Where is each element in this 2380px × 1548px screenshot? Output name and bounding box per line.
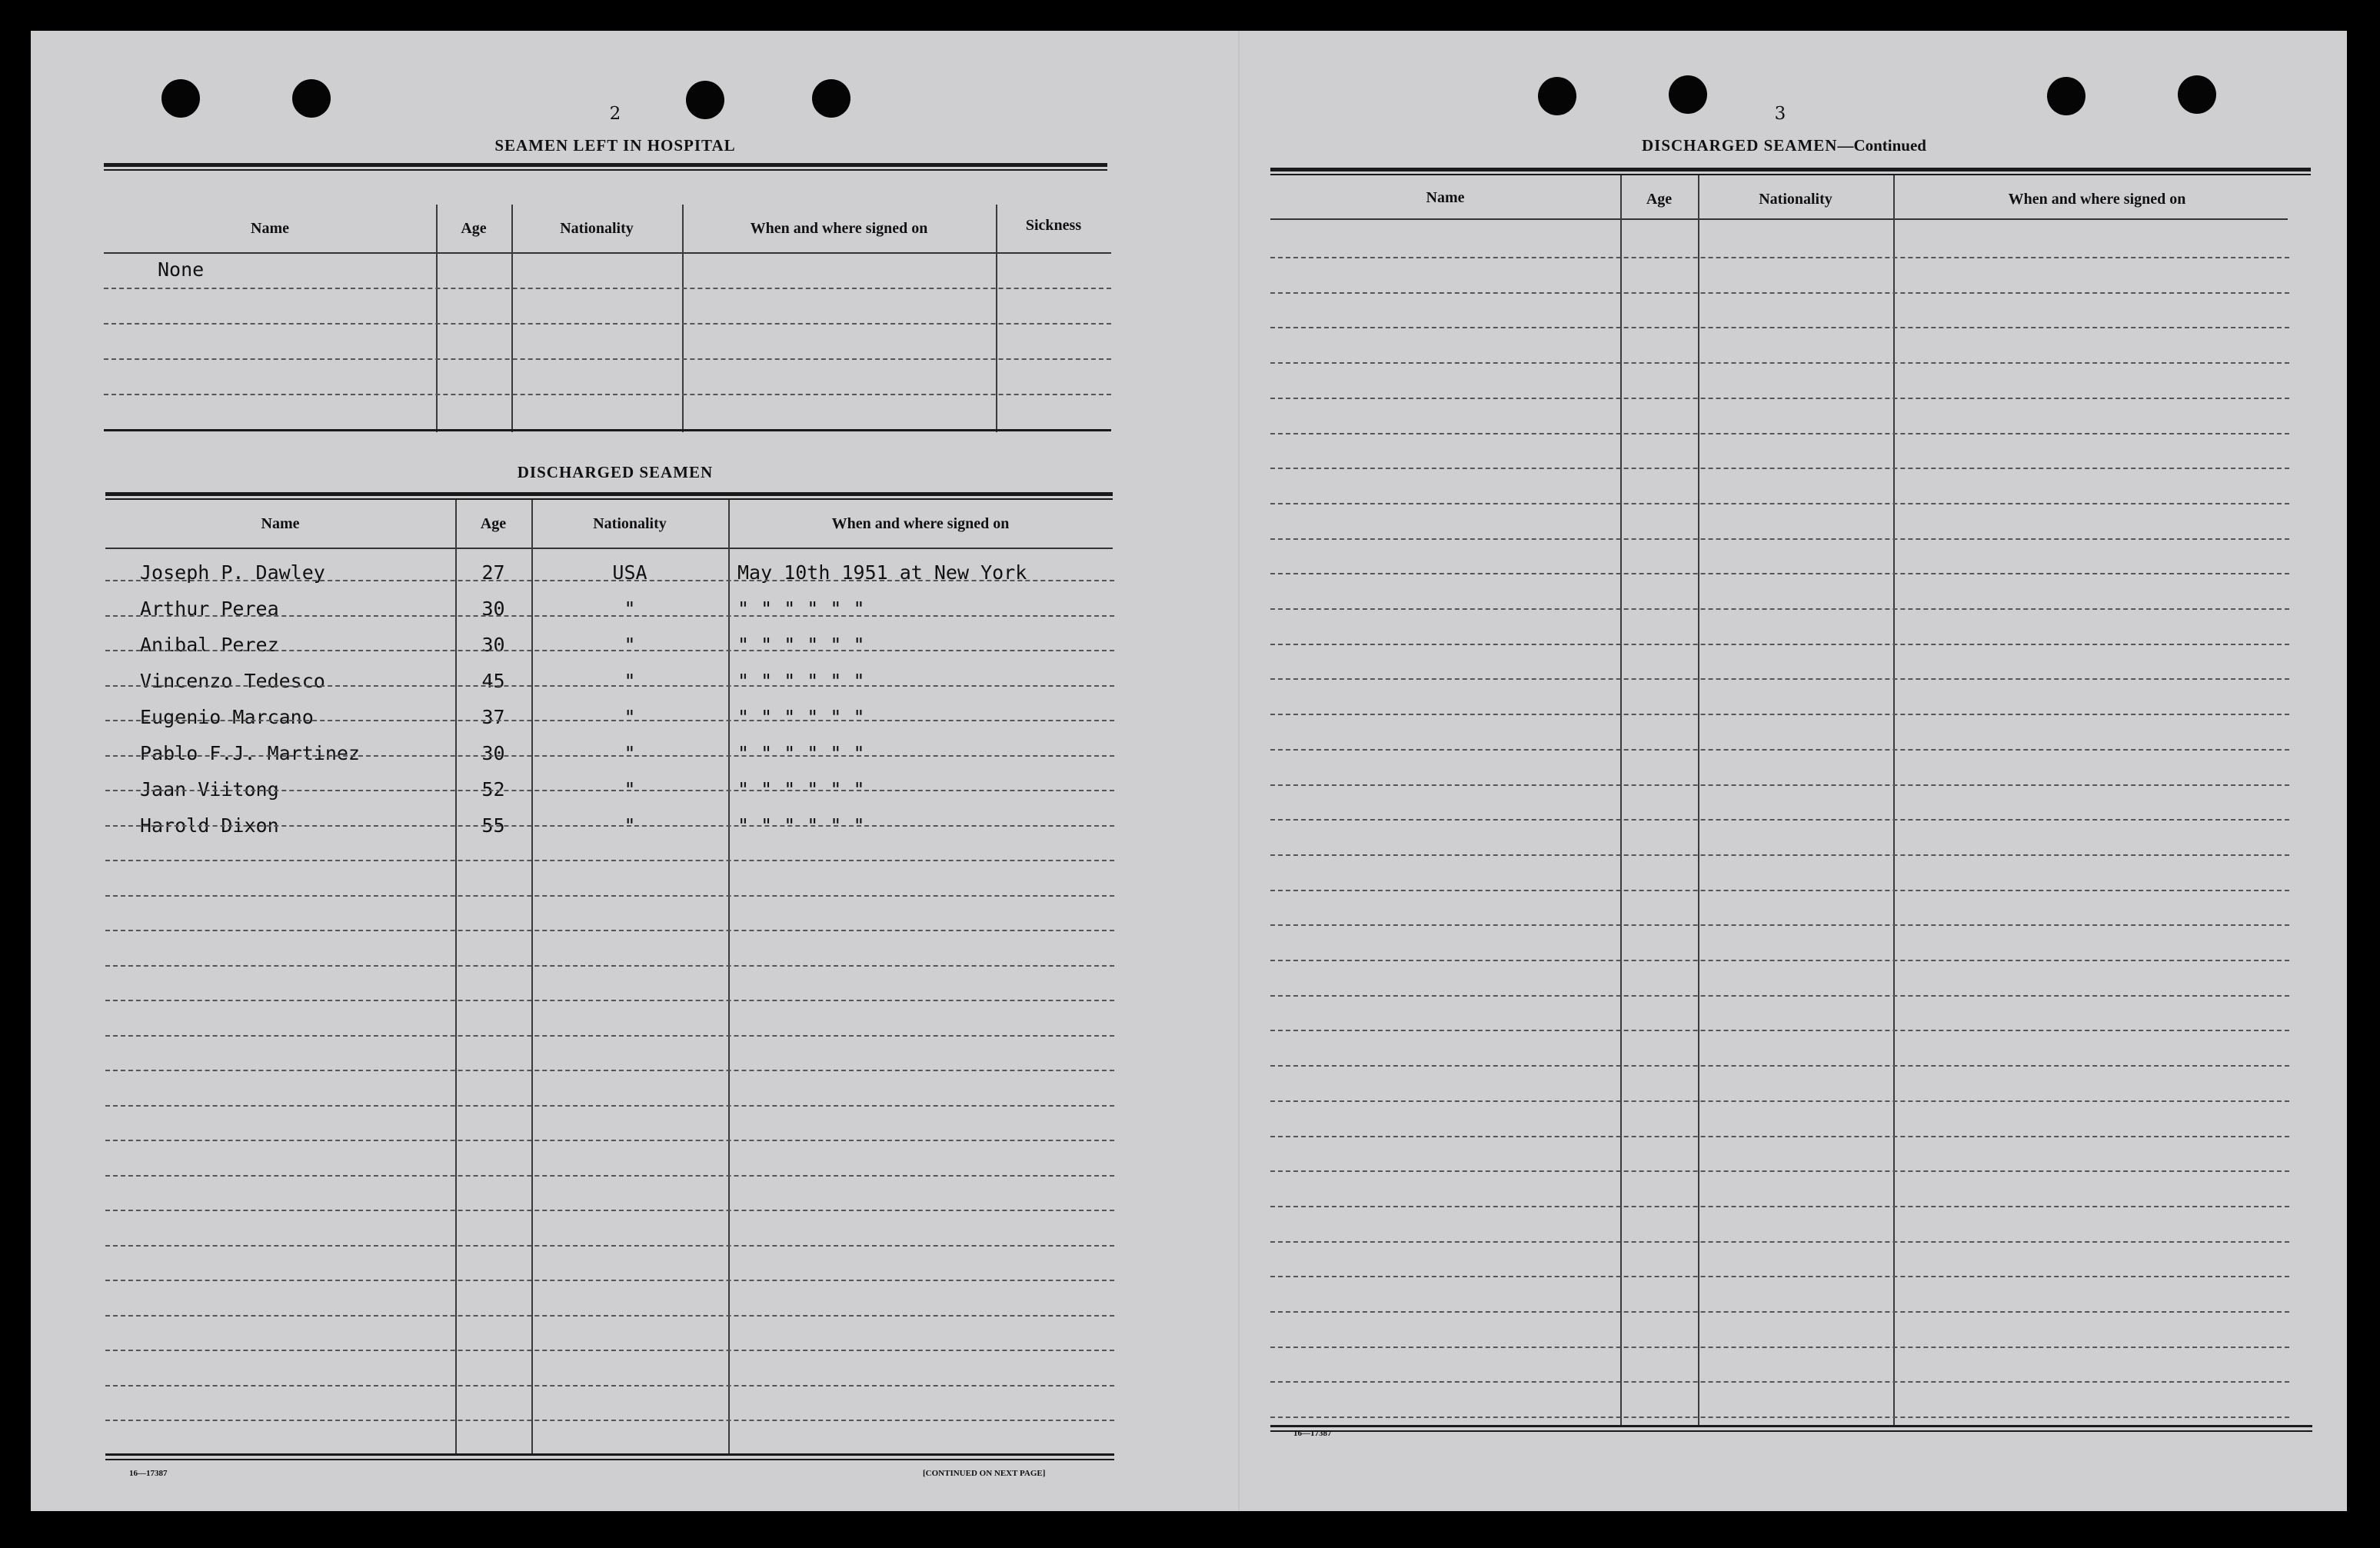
ruled-line xyxy=(1270,1347,2289,1348)
page-number-right: 3 xyxy=(1774,104,1786,124)
ruled-line xyxy=(1270,327,2289,328)
form-number-right: 16—17387 xyxy=(1293,1429,1332,1438)
continued-note: [CONTINUED ON NEXT PAGE] xyxy=(923,1469,1046,1478)
ruled-line xyxy=(105,1175,1114,1177)
seaman-signed-on: " " " " " " xyxy=(737,598,865,620)
ruled-line xyxy=(1270,362,2289,364)
seaman-name: Harold Dixon xyxy=(140,814,279,837)
ruled-line xyxy=(105,1315,1114,1317)
seaman-signed-on: " " " " " " xyxy=(737,742,865,764)
ruled-line xyxy=(105,1035,1114,1037)
seaman-signed-on: " " " " " " xyxy=(737,706,865,728)
ruled-line xyxy=(1270,960,2289,961)
ruled-line xyxy=(1270,468,2289,469)
ruled-line xyxy=(1270,1030,2289,1031)
ruled-line xyxy=(1270,1381,2289,1383)
hospital-row-name: None xyxy=(158,258,205,281)
seaman-age: 30 xyxy=(481,634,505,656)
ruled-line xyxy=(105,825,1114,827)
ruled-line xyxy=(105,1140,1114,1141)
seaman-nationality: " xyxy=(624,742,636,764)
punch-hole xyxy=(812,79,850,118)
col-header-name: Name xyxy=(261,515,300,532)
ruled-line xyxy=(1270,819,2289,821)
seaman-age: 30 xyxy=(481,742,505,764)
ruled-line xyxy=(105,1105,1114,1107)
ruled-line xyxy=(1270,1136,2289,1137)
col-header-signed-on: When and where signed on xyxy=(831,515,1010,532)
seaman-age: 55 xyxy=(481,814,505,837)
ruled-line xyxy=(1270,714,2289,715)
col-header-nationality: Nationality xyxy=(1759,191,1832,208)
ruled-line xyxy=(105,720,1114,721)
col-header-nationality: Nationality xyxy=(560,220,634,237)
punch-hole xyxy=(2047,77,2085,115)
seaman-nationality: " xyxy=(624,670,636,692)
seaman-name: Pablo F.J. Martinez xyxy=(140,742,360,764)
ruled-line xyxy=(1270,1100,2289,1102)
ruled-line xyxy=(1270,749,2289,751)
ruled-line xyxy=(105,685,1114,687)
ruled-line xyxy=(1270,1241,2289,1243)
ruled-line xyxy=(105,1280,1114,1281)
ruled-line xyxy=(1270,854,2289,856)
ruled-line xyxy=(1270,398,2289,399)
punch-hole xyxy=(1669,75,1707,114)
ruled-line xyxy=(105,1420,1114,1421)
ruled-line xyxy=(1270,678,2289,680)
ruled-line xyxy=(105,1070,1114,1071)
ruled-line xyxy=(1270,1206,2289,1207)
seaman-signed-on: May 10th 1951 at New York xyxy=(737,561,1027,584)
ruled-line xyxy=(105,615,1114,617)
ruled-line xyxy=(105,930,1114,931)
ruled-line xyxy=(105,1350,1114,1351)
seaman-name: Jaan Viitong xyxy=(140,778,279,801)
ruled-line xyxy=(1270,1276,2289,1277)
ruled-line xyxy=(105,790,1114,791)
col-header-age: Age xyxy=(480,515,507,532)
col-header-nationality: Nationality xyxy=(593,515,667,532)
ruled-line xyxy=(105,650,1114,651)
ruled-line xyxy=(1270,1170,2289,1172)
seaman-age: 30 xyxy=(481,598,505,620)
seaman-nationality: " xyxy=(624,598,636,620)
document-spread xyxy=(31,31,2347,1511)
hospital-table xyxy=(104,163,1111,432)
ruled-line xyxy=(105,1000,1114,1001)
seaman-nationality: " xyxy=(624,778,636,801)
ruled-line xyxy=(1270,1311,2289,1313)
ruled-line xyxy=(1270,573,2289,574)
ruled-line xyxy=(1270,433,2289,434)
ruled-line xyxy=(1270,503,2289,504)
ruled-line xyxy=(1270,644,2289,645)
ruled-line xyxy=(105,895,1114,897)
seaman-signed-on: " " " " " " xyxy=(737,634,865,656)
right-title-main: DISCHARGED SEAMEN xyxy=(1642,136,1838,155)
punch-hole xyxy=(161,79,200,118)
discharged-table xyxy=(105,492,1114,1476)
ruled-line xyxy=(1270,784,2289,786)
ruled-line xyxy=(105,1385,1114,1387)
ruled-line xyxy=(105,860,1114,861)
form-number-left: 16—17387 xyxy=(129,1469,168,1478)
col-header-name: Name xyxy=(1426,189,1465,206)
ruled-line xyxy=(105,580,1114,581)
ruled-line xyxy=(1270,890,2289,891)
seaman-age: 45 xyxy=(481,670,505,692)
col-header-age: Age xyxy=(461,220,487,237)
ruled-line xyxy=(1270,538,2289,540)
seaman-name: Arthur Perea xyxy=(140,598,279,620)
right-section-title xyxy=(1492,136,2076,155)
col-header-signed-on: When and where signed on xyxy=(2008,191,2186,208)
ruled-line xyxy=(1270,1065,2289,1067)
page-number-left: 2 xyxy=(609,104,621,124)
discharged-continued-table xyxy=(1270,168,2312,1460)
seaman-signed-on: " " " " " " xyxy=(737,670,865,692)
col-header-sickness: Sickness xyxy=(1025,217,1082,234)
seaman-name: Anibal Perez xyxy=(140,634,279,656)
ruled-line xyxy=(1270,1417,2289,1418)
seaman-age: 37 xyxy=(481,706,505,728)
seaman-name: Vincenzo Tedesco xyxy=(140,670,325,692)
seaman-nationality: " xyxy=(624,634,636,656)
punch-hole xyxy=(1538,77,1576,115)
seaman-nationality: " xyxy=(624,706,636,728)
ruled-line xyxy=(1270,995,2289,997)
punch-hole xyxy=(2178,75,2216,114)
ruled-line xyxy=(105,1245,1114,1247)
seaman-nationality: USA xyxy=(612,561,647,584)
ruled-line xyxy=(1270,608,2289,610)
col-header-age: Age xyxy=(1646,191,1673,208)
seaman-name: Joseph P. Dawley xyxy=(140,561,325,584)
ruled-line xyxy=(105,965,1114,967)
discharged-section-title: DISCHARGED SEAMEN xyxy=(517,463,714,481)
right-title-suffix: —Continued xyxy=(1837,136,1926,155)
ruled-line xyxy=(1270,257,2289,258)
seaman-name: Eugenio Marcano xyxy=(140,706,314,728)
hospital-section-title: SEAMEN LEFT IN HOSPITAL xyxy=(494,136,736,155)
ruled-line xyxy=(105,1210,1114,1211)
ruled-line xyxy=(105,755,1114,757)
seaman-nationality: " xyxy=(624,814,636,837)
seaman-signed-on: " " " " " " xyxy=(737,814,865,837)
col-header-signed-on: When and where signed on xyxy=(750,220,928,237)
seaman-age: 27 xyxy=(481,561,505,584)
col-header-name: Name xyxy=(251,220,289,237)
ruled-line xyxy=(1270,292,2289,294)
seaman-signed-on: " " " " " " xyxy=(737,778,865,801)
seaman-age: 52 xyxy=(481,778,505,801)
ruled-line xyxy=(1270,924,2289,926)
page-fold xyxy=(1238,31,1240,1511)
punch-hole xyxy=(292,79,331,118)
punch-hole xyxy=(686,81,724,119)
